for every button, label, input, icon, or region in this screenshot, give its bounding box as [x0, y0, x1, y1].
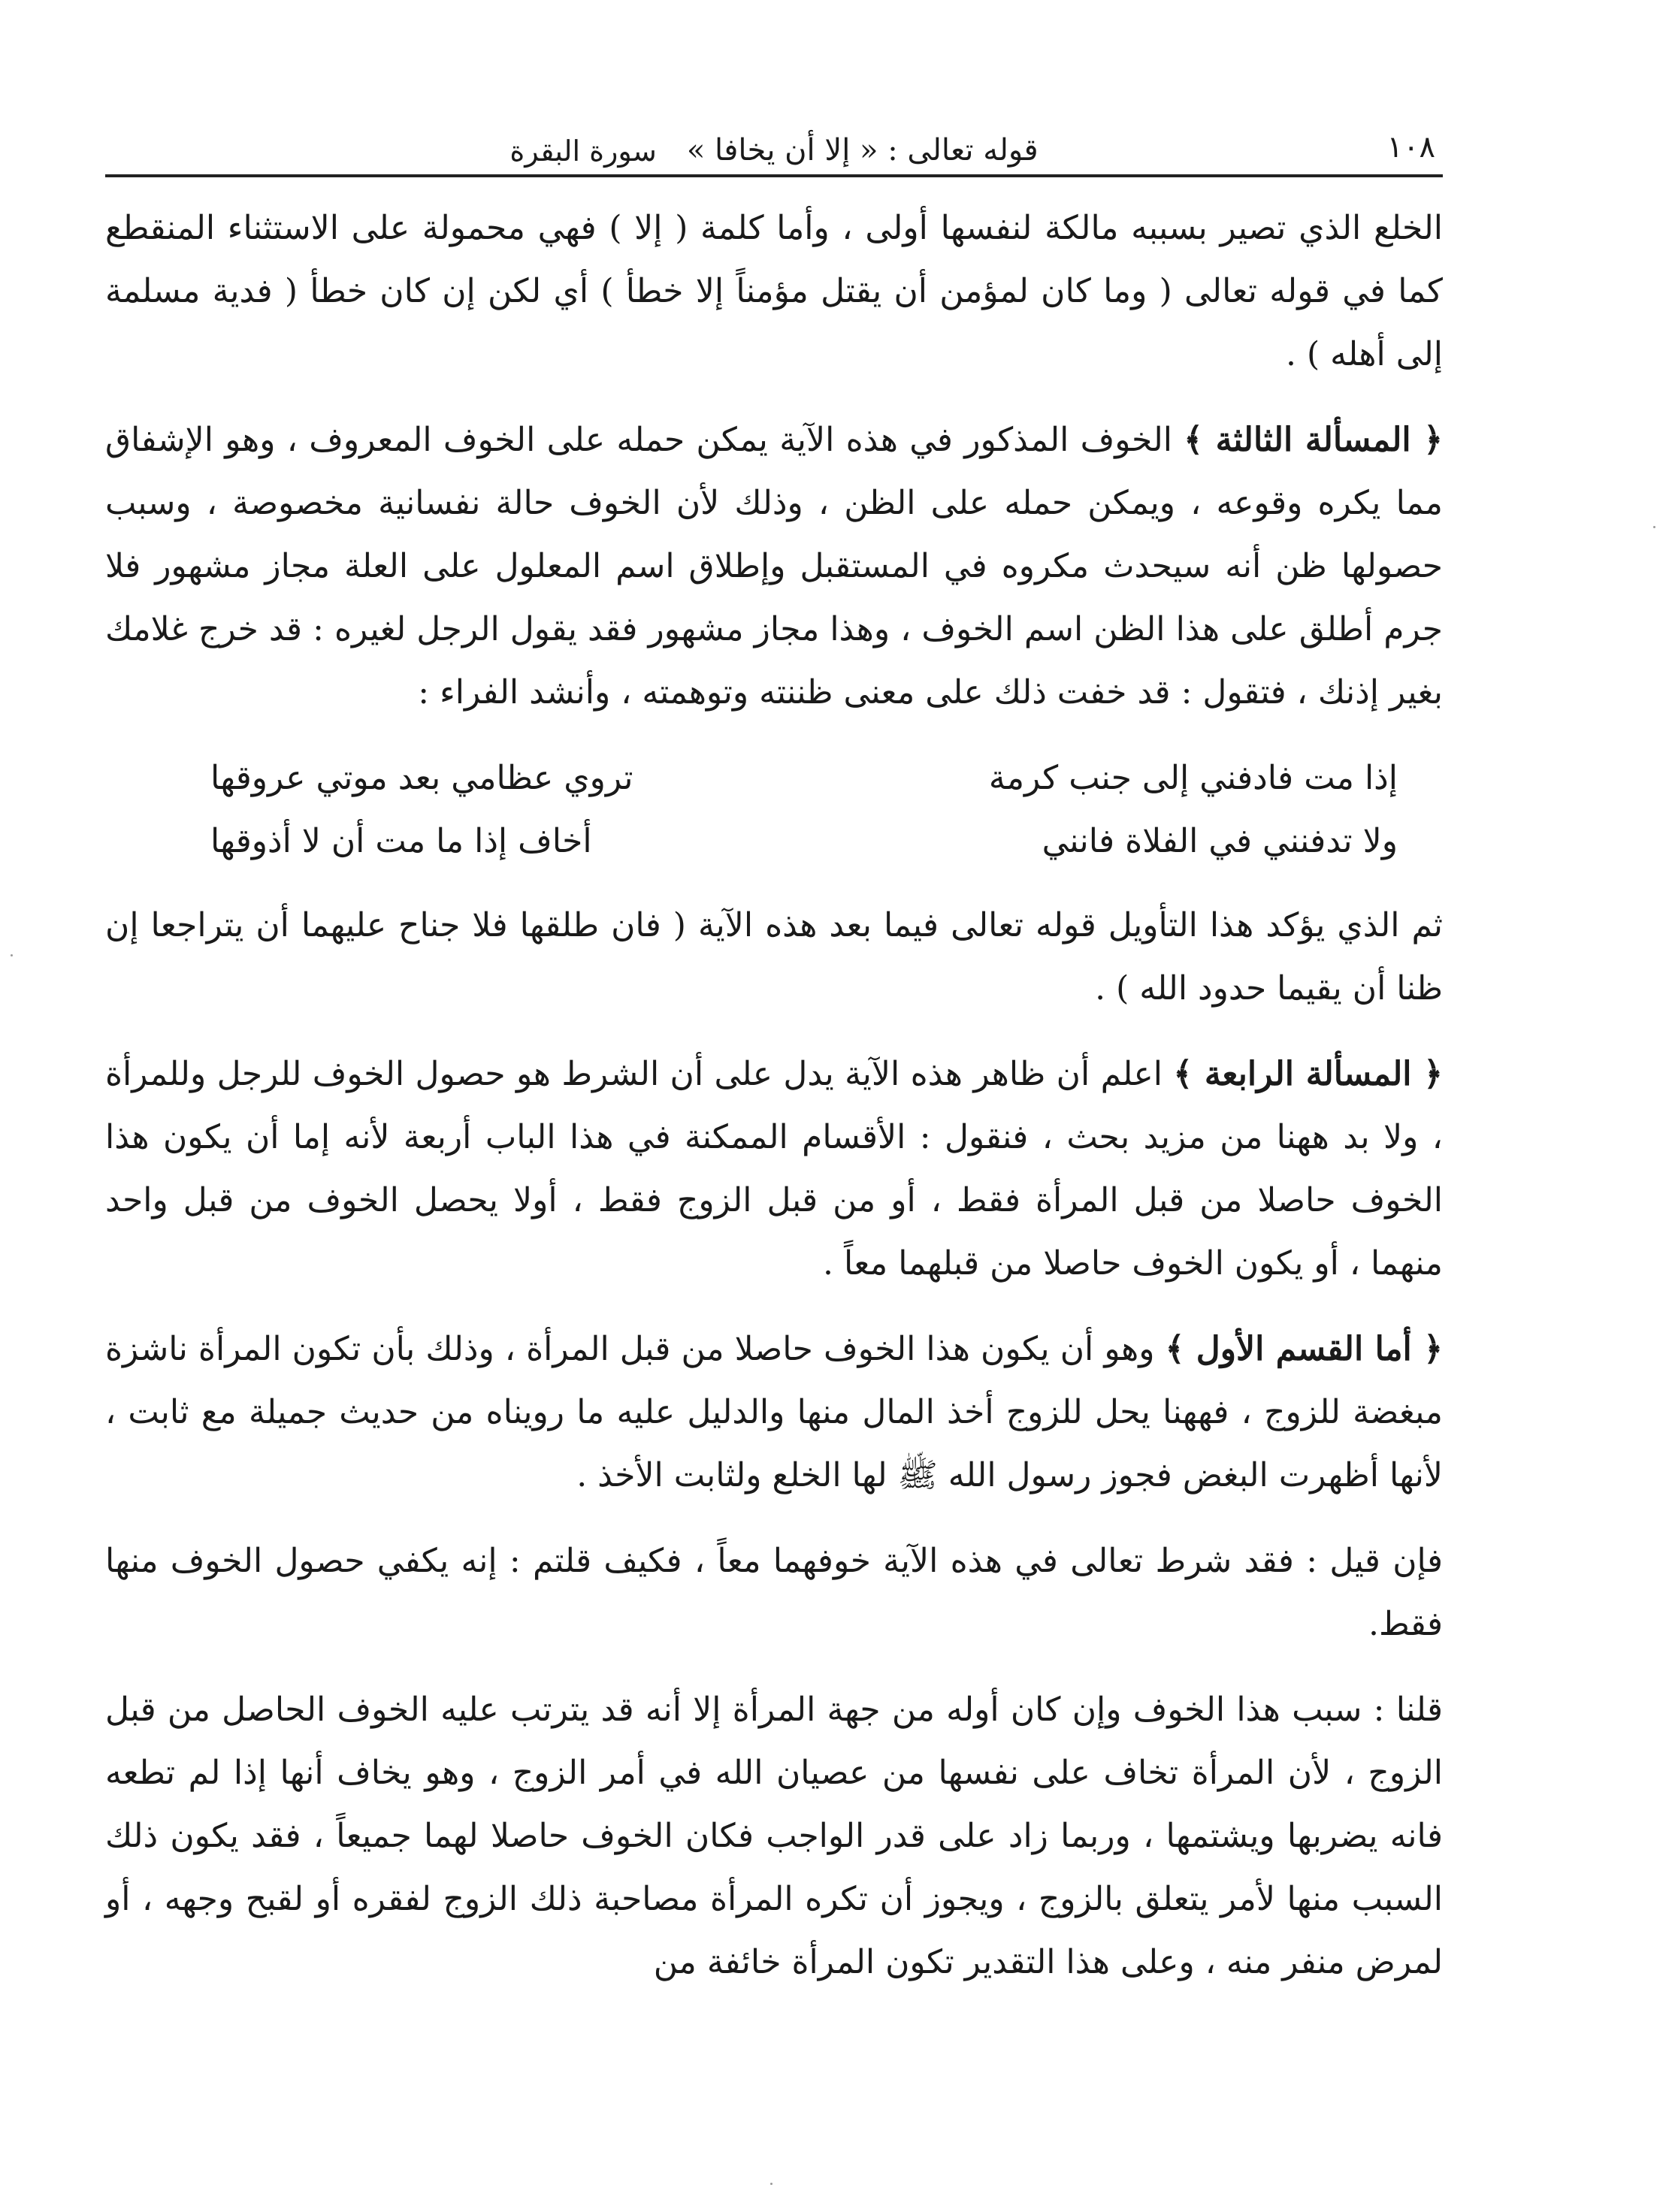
paragraph-2: ﴿ المسألة الثالثة ﴾ الخوف المذكور في هذه الآية يمكن حمله على الخوف المعروف ، وهو الإشفاق مما يكره وقوعه ، ويمكن حمله على الظن ، وذلك لأن الخوف حالة نفسانية مخصوصة ، وسبب حصولها ظن أنه سيحدث مكروه في المستقبل وإطلاق اسم المعلول على العلة مجاز مشهور فلا جرم أطلق على هذا الظن اسم الخوف ، وهذا مجاز مشهور فقد يقول الرجل لغيره : قد خرج غلامك بغير إذنك ، فتقول : قد خفت ذلك على معنى ظننته وتوهمته ، وأنشد الفراء : — [105, 421, 1443, 712]
scan-speck — [770, 2183, 773, 2185]
section-heading-third-issue: ﴿ المسألة الثالثة ﴾ — [1184, 421, 1443, 459]
verse-line-1 — [105, 747, 1443, 810]
header-rule — [105, 174, 1443, 177]
verse-2-second-hemistich: أخاف إذا ما مت أن لا أذوقها — [210, 822, 592, 860]
verse-1-first-hemistich: إذا مت فادفني إلى جنب كرمة — [988, 759, 1398, 797]
page-number: ١٠٨ — [1386, 130, 1435, 165]
verse-line-2 — [105, 810, 1443, 873]
book-page — [105, 113, 1443, 2171]
sura-name: سورة البقرة — [509, 134, 657, 168]
verse-2-first-hemistich: ولا تدفنني في الفلاة فانني — [1042, 822, 1398, 860]
section-heading-fourth-issue: ﴿ المسألة الرابعة ﴾ — [1173, 1055, 1443, 1093]
paragraph-1: الخلع الذي تصير بسببه مالكة لنفسها أولى ، وأما كلمة ( إلا ) فهي محمولة على الاستثناء المنقطع كما في قوله تعالى ( وما كان لمؤمن أن يقتل مؤمناً إلا خطأ ) أي لكن إن كان خطأ ( فدية مسلمة إلى أهله ) . — [105, 209, 1443, 373]
paragraph-5: ﴿ أما القسم الأول ﴾ وهو أن يكون هذا الخوف حاصلا من قبل المرأة ، وذلك بأن تكون المرأة ناشزة مبغضة للزوج ، فههنا يحل للزوج أخذ المال منها والدليل عليه ما رويناه من حديث جميلة مع ثابت ، لأنها أظهرت البغض فجوز رسول الله ﷺ لها الخلع ولثابت الأخذ . — [105, 1330, 1443, 1494]
scan-speck — [1653, 526, 1655, 528]
scan-speck — [11, 954, 13, 956]
section-heading-first-part: ﴿ أما القسم الأول ﴾ — [1165, 1330, 1443, 1368]
paragraph-4: ﴿ المسألة الرابعة ﴾ اعلم أن ظاهر هذه الآية يدل على أن الشرط هو حصول الخوف للرجل وللمرأة ، ولا بد ههنا من مزيد بحث ، فنقول : الأقسام الممكنة في هذا الباب أربعة لأنه إما أن يكون هذا الخوف حاصلا من قبل المرأة فقط ، أو من قبل الزوج فقط ، أولا يحصل الخوف من قبل واحد منهما ، أو يكون الخوف حاصلا من قبلهما معاً . — [105, 1055, 1443, 1283]
poetry-verses — [105, 747, 1443, 873]
paragraph-6: فإن قيل : فقد شرط تعالى في هذه الآية خوفهما معاً ، فكيف قلتم : إنه يكفي حصول الخوف منها فقط. — [105, 1542, 1443, 1643]
body-text — [105, 197, 1443, 2017]
header-title: قوله تعالى : « إلا أن يخافا » — [686, 133, 1039, 168]
paragraph-7: قلنا : سبب هذا الخوف وإن كان أوله من جهة المرأة إلا أنه قد يترتب عليه الخوف الحاصل من قبل الزوج ، لأن المرأة تخاف على نفسها من عصيان الله في أمر الزوج ، وهو يخاف أنها إذا لم تطعه فانه يضربها ويشتمها ، وربما زاد على قدر الواجب فكان الخوف حاصلا لهما جميعاً ، فقد يكون ذلك السبب منها لأمر يتعلق بالزوج ، ويجوز أن تكره المرأة مصاحبة ذلك الزوج لفقره أو لقبح وجهه ، أو لمرض منفر منه ، وعلى هذا التقدير تكون المرأة خائفة من — [105, 1691, 1443, 1981]
paragraph-3: ثم الذي يؤكد هذا التأويل قوله تعالى فيما بعد هذه الآية ( فان طلقها فلا جناح عليهما أن يتراجعا إن ظنا أن يقيما حدود الله ) . — [105, 906, 1443, 1008]
running-head — [105, 113, 1443, 168]
verse-1-second-hemistich: تروي عظامي بعد موتي عروقها — [210, 759, 633, 797]
